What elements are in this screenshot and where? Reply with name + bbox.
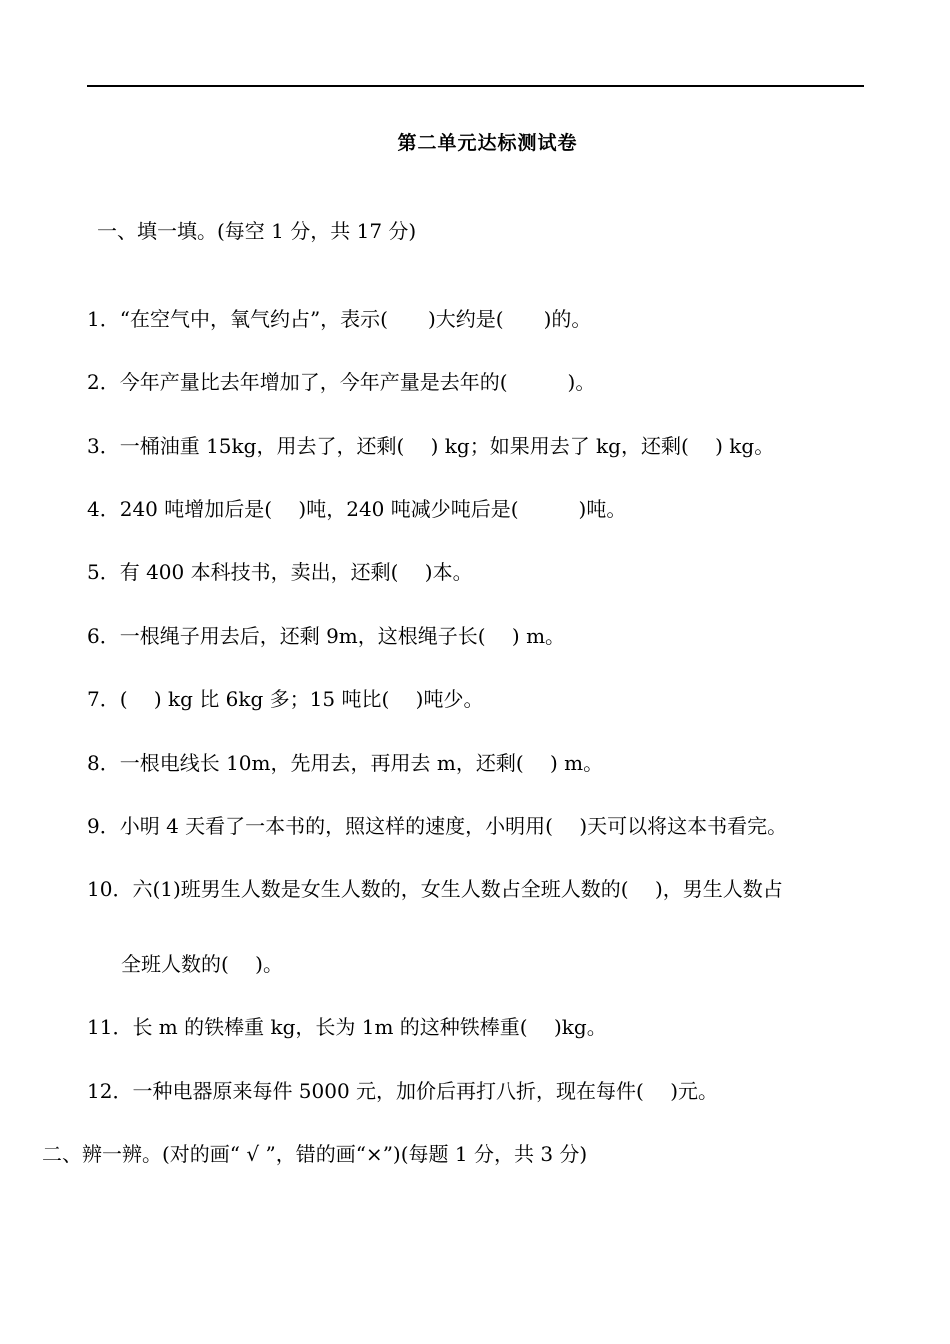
question-9: 9．小明 4 天看了一本书的，照这样的速度，小明用( )天可以将这本书看完。	[87, 814, 788, 838]
section-1-heading: 一、填一填。(每空 1 分，共 17 分)	[97, 219, 417, 243]
question-1: 1．“在空气中，氧气约占”，表示( )大约是( )的。	[87, 307, 592, 331]
question-11: 11．长 m 的铁棒重 kg，长为 1m 的这种铁棒重( )kg。	[87, 1015, 607, 1039]
page-title: 第二单元达标测试卷	[397, 132, 578, 154]
question-5: 5．有 400 本科技书，卖出，还剩( )本。	[87, 560, 473, 584]
question-12: 12．一种电器原来每件 5000 元，加价后再打八折，现在每件( )元。	[87, 1079, 719, 1103]
header-rule	[87, 85, 864, 87]
question-10: 10．六(1)班男生人数是女生人数的，女生人数占全班人数的( )，男生人数占	[87, 877, 783, 901]
question-2: 2．今年产量比去年增加了，今年产量是去年的( )。	[87, 370, 596, 394]
section-2-heading: 二、辨一辨。(对的画“ √ ”，错的画“×”)(每题 1 分，共 3 分)	[42, 1142, 588, 1166]
question-8: 8．一根电线长 10m，先用去，再用去 m，还剩( ) m。	[87, 751, 604, 775]
question-7: 7．( ) kg 比 6kg 多；15 吨比( )吨少。	[87, 687, 484, 711]
question-10-continued: 全班人数的( )。	[121, 952, 283, 976]
question-3: 3．一桶油重 15kg，用去了，还剩( ) kg；如果用去了 kg，还剩( ) kg。	[87, 434, 775, 458]
question-4: 4．240 吨增加后是( )吨，240 吨减少吨后是( )吨。	[87, 497, 627, 521]
question-6: 6．一根绳子用去后，还剩 9m，这根绳子长( ) m。	[87, 624, 566, 648]
